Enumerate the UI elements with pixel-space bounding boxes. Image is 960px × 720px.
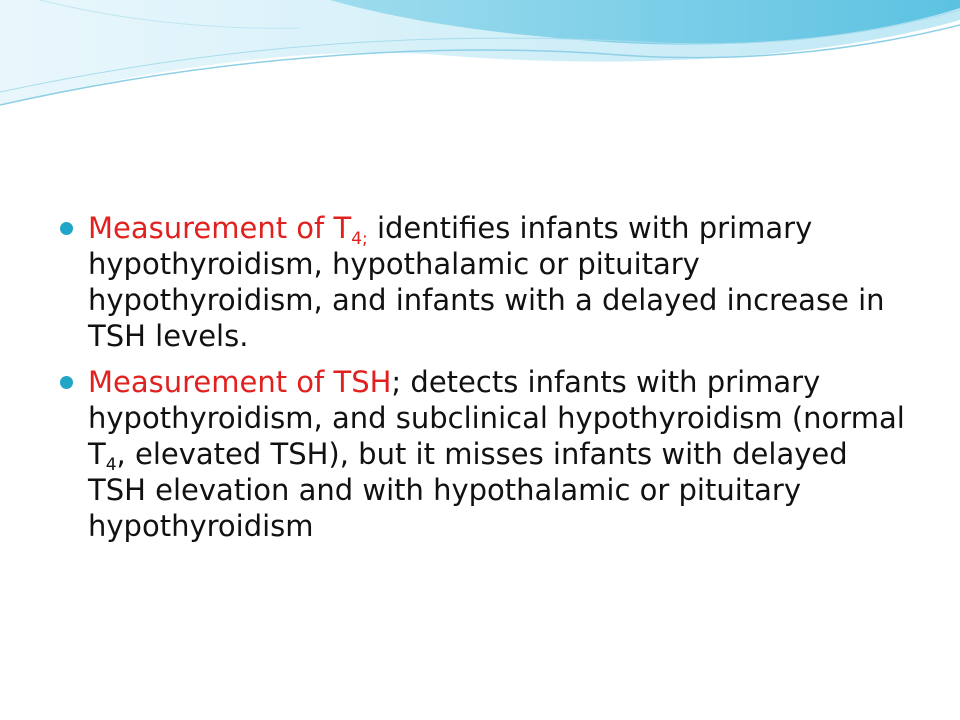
bullet-dot-icon xyxy=(60,376,73,389)
bullet-text: identifies infants with primary hypothyroidism, hypothalamic or pituitary hypothyroidism, and infants with a delayed increase in TSH levels. xyxy=(88,211,885,353)
bullet-text-part-b: , elevated TSH), but it misses infants with delayed TSH elevation and with hypothalamic or pituitary hypothyroidism xyxy=(88,437,848,543)
header-wave-decoration xyxy=(0,0,960,130)
bullet-item-tsh xyxy=(60,364,910,544)
bullet-item-t4 xyxy=(60,210,910,354)
bullet-list xyxy=(60,210,910,554)
bullet-text-subscript: 4 xyxy=(105,455,117,475)
bullet-dot-icon xyxy=(60,222,73,235)
bullet-text-part-a: ; detects infants with primary hypothyroidism, and subclinical hypothyroidism (normal T xyxy=(88,365,905,471)
bullet-lead: Measurement of T xyxy=(88,211,352,245)
bullet-lead-subscript: 4; xyxy=(351,229,368,249)
bullet-lead: Measurement of TSH xyxy=(88,365,392,399)
